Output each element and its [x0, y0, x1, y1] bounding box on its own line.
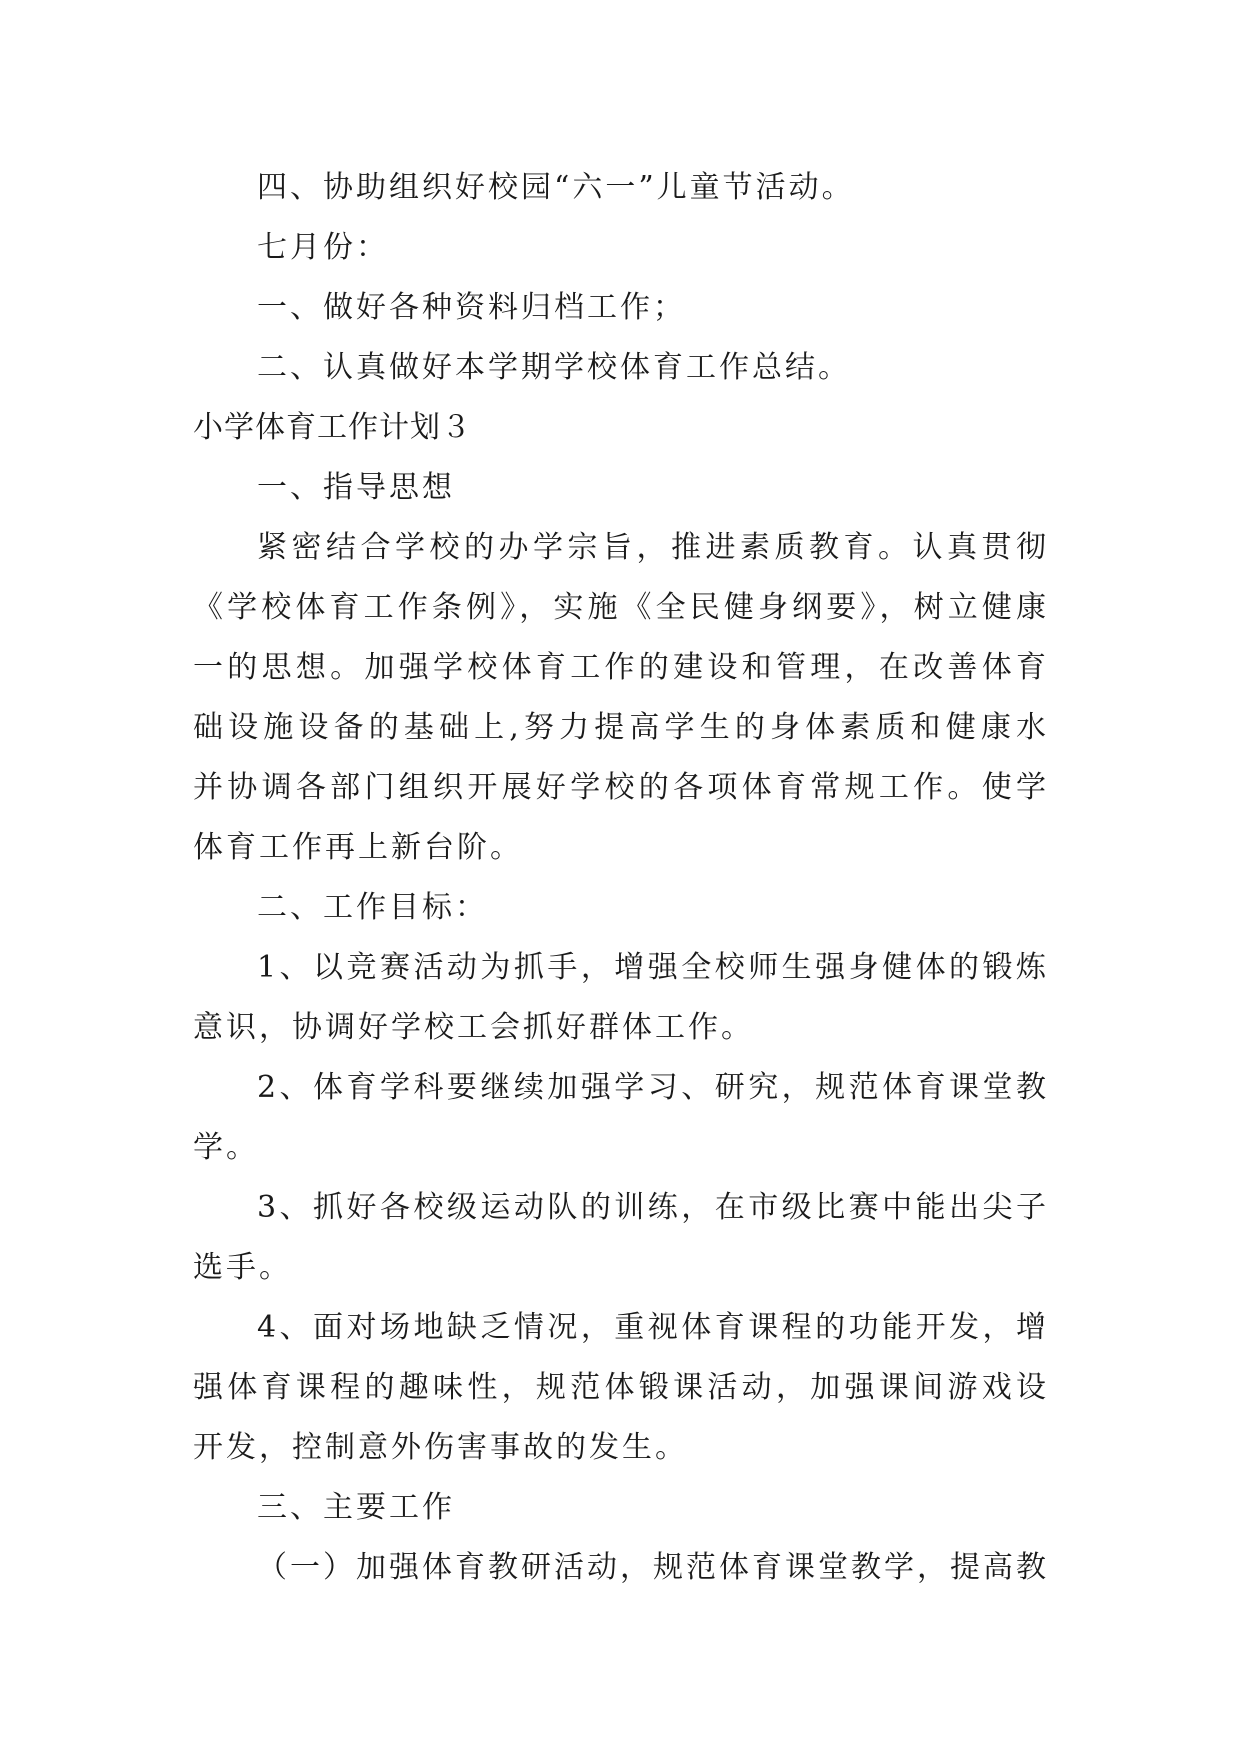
- text-line: 一、做好各种资料归档工作；: [257, 290, 686, 325]
- text-line: 七月份：: [257, 230, 389, 265]
- text-line: 《学校体育工作条例》，实施《全民健身纲要》，树立健康: [193, 590, 1049, 625]
- text-line: 础设施设备的基础上,努力提高学生的身体素质和健康水: [193, 710, 1049, 745]
- text-line: 三、主要工作: [257, 1490, 455, 1525]
- text-line: 紧密结合学校的办学宗旨，推进素质教育。认真贯彻: [257, 530, 1049, 565]
- document-body: [193, 158, 1049, 1598]
- text-line: 并协调各部门组织开展好学校的各项体育常规工作。使学: [193, 770, 1049, 805]
- text-line: 开发，控制意外伤害事故的发生。: [193, 1430, 688, 1465]
- text-line: 意识，协调好学校工会抓好群体工作。: [193, 1010, 754, 1045]
- text-line: 选手。: [193, 1250, 292, 1285]
- text-line: 3、抓好各校级运动队的训练，在市级比赛中能出尖子: [257, 1190, 1049, 1225]
- text-line: 2、体育学科要继续加强学习、研究，规范体育课堂教: [257, 1070, 1049, 1105]
- text-line: 一的思想。加强学校体育工作的建设和管理，在改善体育: [193, 650, 1049, 685]
- text-line: 四、协助组织好校园“六一”儿童节活动。: [257, 170, 855, 205]
- section-title: 小学体育工作计划３: [193, 410, 472, 445]
- text-line: （一）加强体育教研活动，规范体育课堂教学，提高教: [257, 1550, 1049, 1585]
- text-line: 二、认真做好本学期学校体育工作总结。: [257, 350, 851, 385]
- text-line: 体育工作再上新台阶。: [193, 830, 523, 865]
- text-line: 1、以竞赛活动为抓手，增强全校师生强身健体的锻炼: [257, 950, 1049, 985]
- text-line: 一、指导思想: [257, 470, 455, 505]
- text-line: 4、面对场地缺乏情况，重视体育课程的功能开发，增: [257, 1310, 1049, 1345]
- text-line: 二、工作目标：: [257, 890, 488, 925]
- text-line: 学。: [193, 1130, 259, 1165]
- text-line: 强体育课程的趣味性，规范体锻课活动，加强课间游戏设: [193, 1370, 1049, 1405]
